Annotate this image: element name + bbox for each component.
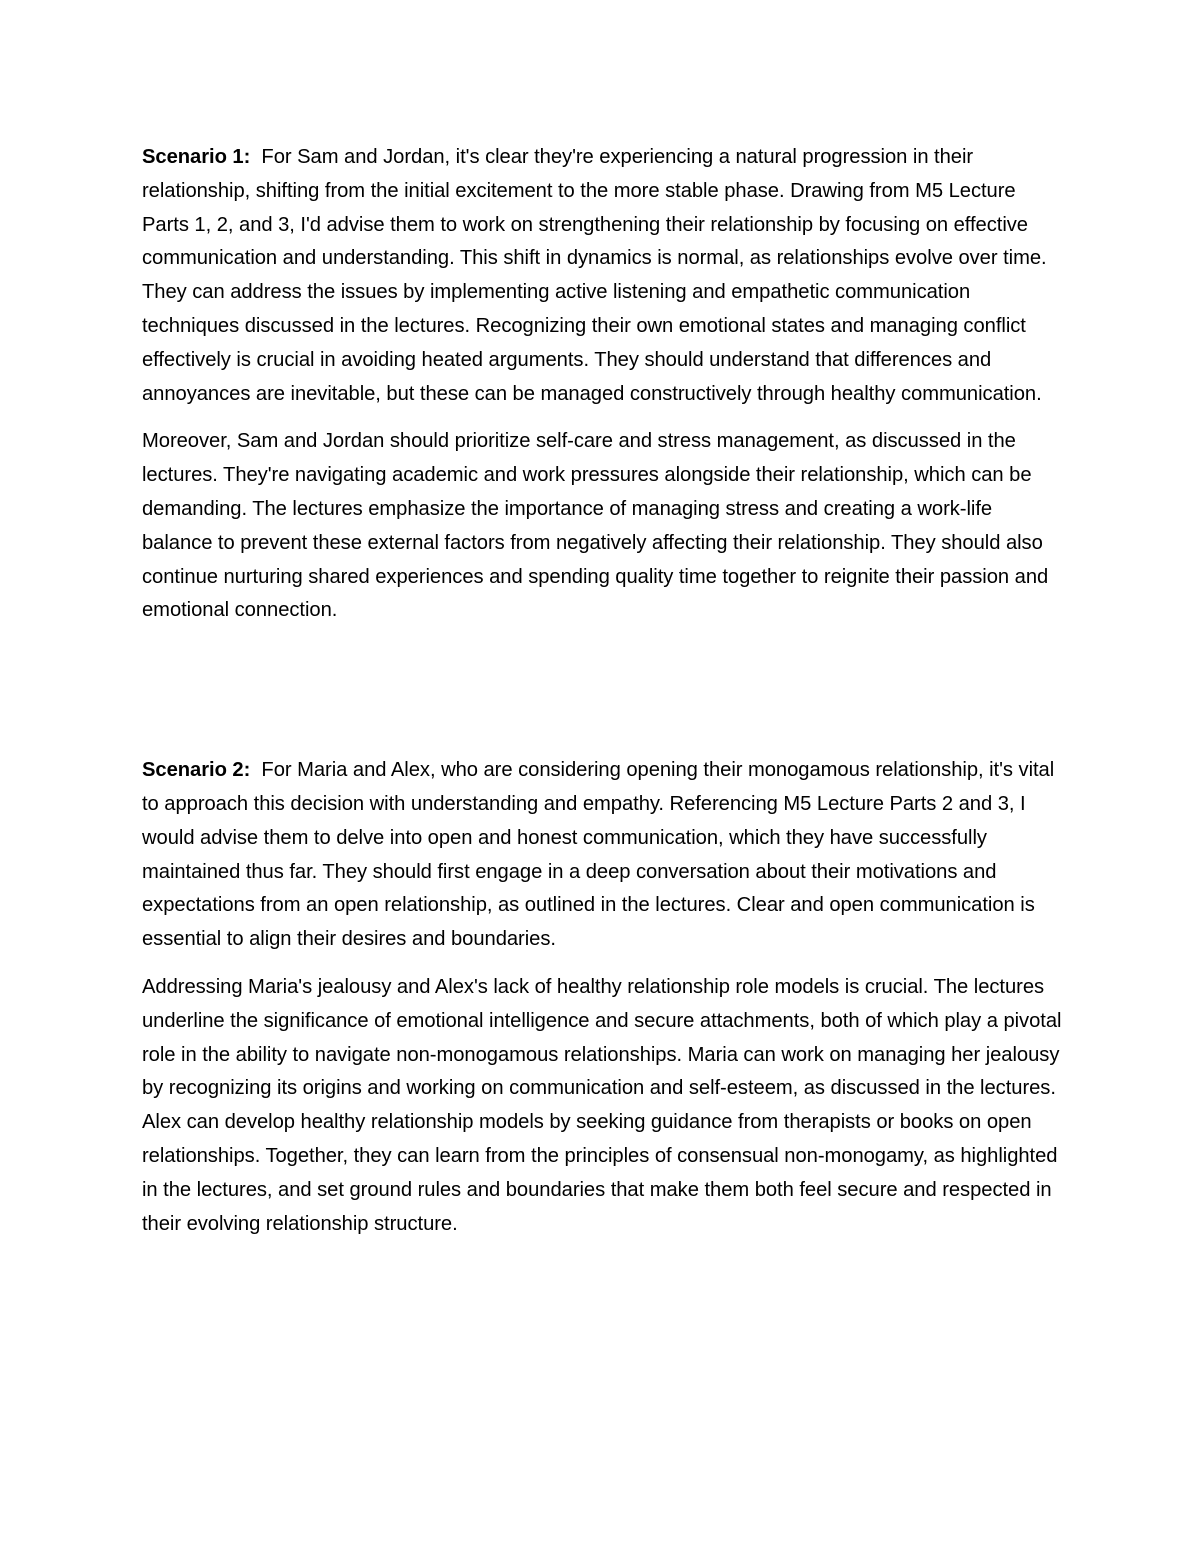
scenario-2-paragraph-2: Addressing Maria's jealousy and Alex's lack of healthy relationship role models is crucial. The lectures underline the significance of emotional intelligence and secure attachments, both of which play a pivotal role in the ability to navigate non-monogamous relationships. Maria can work on managing her jealousy by recognizing its origins and working on communication and self-esteem, as discussed in the lectures. Alex can develop healthy relationship models by seeking guidance from therapists or books on open relationships. Together, they can learn from the principles of consensual non-monogamy, as highlighted in the lectures, and set ground rules and boundaries that make them both feel secure and respected in their evolving relationship structure. [142, 975, 1062, 1235]
scenario-1-text-1: For Sam and Jordan, it's clear they're experiencing a natural progression in their relationship, shifting from the initial excitement to the more stable phase. Drawing from M5 Lecture Parts 1, 2, and 3, I'd advise them to work on strengthening their relationship by focusing on effective communication and understanding. This shift in dynamics is normal, as relationships evolve over time. They can address the issues by implementing active listening and empathetic communication techniques discussed in the lectures. Recognizing their own emotional states and managing conflict effectively is crucial in avoiding heated arguments. They should understand that differences and annoyances are inevitable, but these can be managed constructively through healthy communication. [142, 146, 1047, 405]
document-body [142, 141, 1067, 1241]
section-spacer [142, 628, 1067, 754]
scenario-1-label: Scenario 1: [142, 146, 251, 168]
scenario-2-paragraph-1 [142, 754, 1067, 957]
paragraph-spacer [142, 957, 1067, 971]
paragraph-spacer [142, 411, 1067, 425]
scenario-2-label: Scenario 2: [142, 759, 251, 782]
scenario-1-paragraph-1 [142, 141, 1067, 411]
scenario-2-text-1: For Maria and Alex, who are considering opening their monogamous relationship, it's vital to approach this decision with understanding and empathy. Referencing M5 Lecture Parts 2 and 3, I would advise them to delve into open and honest communication, which they have successfully maintained thus far. They should first engage in a deep conversation about their motivations and expectations from an open relationship, as outlined in the lectures. Clear and open communication is essential to align their desires and boundaries. [142, 759, 1055, 951]
scenario-1-paragraph-2: Moreover, Sam and Jordan should prioritize self-care and stress management, as discussed in the lectures. They're navigating academic and work pressures alongside their relationship, which can be demanding. The lectures emphasize the importance of managing stress and creating a work-life balance to prevent these external factors from negatively affecting their relationship. They should also continue nurturing shared experiences and spending quality time together to reignite their passion and emotional connection. [142, 430, 1049, 622]
